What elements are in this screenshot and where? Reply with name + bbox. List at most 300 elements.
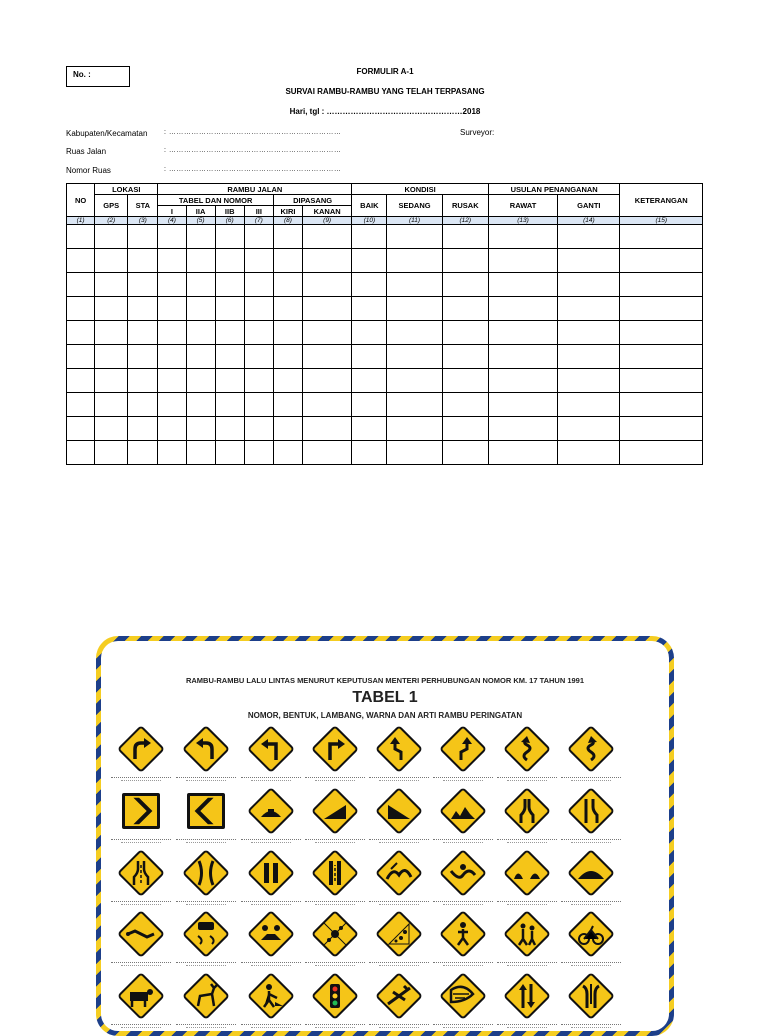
warning-sign-poster: [96, 636, 674, 1036]
table-cell[interactable]: [67, 393, 95, 417]
table-cell[interactable]: [273, 321, 302, 345]
merge-left-icon: [247, 849, 295, 897]
table-cell[interactable]: [558, 297, 620, 321]
table-cell[interactable]: [558, 369, 620, 393]
table-cell[interactable]: [303, 297, 352, 321]
col-kanan: KANAN: [303, 206, 352, 217]
table-cell[interactable]: [215, 441, 244, 465]
sign-cell: [365, 910, 433, 974]
col-iia: IIA: [186, 206, 215, 217]
table-row: [67, 321, 703, 345]
table-cell[interactable]: [273, 441, 302, 465]
sign-caption: [315, 842, 355, 845]
table-cell[interactable]: [128, 369, 158, 393]
col-rambu-jalan: RAMBU JALAN: [158, 184, 352, 195]
table-cell[interactable]: [215, 297, 244, 321]
table-cell[interactable]: [95, 369, 128, 393]
table-cell[interactable]: [244, 249, 273, 273]
table-cell[interactable]: [442, 297, 488, 321]
sign-caption: [443, 965, 483, 968]
table-cell[interactable]: [186, 393, 215, 417]
table-cell[interactable]: [215, 249, 244, 273]
table-cell[interactable]: [303, 225, 352, 249]
table-cell[interactable]: [387, 273, 442, 297]
table-cell[interactable]: [244, 417, 273, 441]
table-cell[interactable]: [352, 249, 387, 273]
sign-caption: [571, 842, 611, 845]
sign-caption: [571, 904, 611, 907]
surveyor-label: Surveyor:: [460, 128, 495, 137]
col-rusak: RUSAK: [442, 195, 488, 217]
sign-cell: [493, 972, 561, 1036]
col-gps: GPS: [95, 195, 128, 217]
sign-cell: [237, 972, 305, 1036]
table-cell[interactable]: [442, 273, 488, 297]
col-lokasi: LOKASI: [95, 184, 158, 195]
steep-descent-icon: [375, 787, 423, 835]
table-row: [67, 273, 703, 297]
sign-cell: [429, 725, 497, 789]
table-cell[interactable]: [95, 249, 128, 273]
column-index: (11): [387, 217, 442, 225]
sign-cell: [172, 910, 240, 974]
table-cell[interactable]: [128, 297, 158, 321]
sign-cell: [172, 849, 240, 913]
table-cell[interactable]: [442, 369, 488, 393]
table-cell[interactable]: [620, 249, 703, 273]
table-row: [67, 417, 703, 441]
sign-cell: [493, 910, 561, 974]
column-index: (9): [303, 217, 352, 225]
sign-cell: [429, 849, 497, 913]
table-cell[interactable]: [558, 441, 620, 465]
table-row: [67, 441, 703, 465]
sign-cell: [172, 787, 240, 851]
merge-right-icon: [311, 849, 359, 897]
table-cell[interactable]: [303, 393, 352, 417]
table-cell[interactable]: [244, 369, 273, 393]
table-cell[interactable]: [442, 441, 488, 465]
sign-caption: [186, 780, 226, 783]
sign-cell: [429, 910, 497, 974]
table-cell[interactable]: [186, 417, 215, 441]
table-row: [67, 249, 703, 273]
table-cell[interactable]: [352, 369, 387, 393]
dip-road-icon: [439, 849, 487, 897]
table-cell[interactable]: [488, 273, 557, 297]
sign-caption: [507, 904, 547, 907]
sign-caption: [571, 965, 611, 968]
sign-cell: [107, 787, 175, 851]
table-cell[interactable]: [387, 417, 442, 441]
table-cell[interactable]: [303, 249, 352, 273]
table-cell[interactable]: [558, 393, 620, 417]
table-row: [67, 297, 703, 321]
table-cell[interactable]: [128, 249, 158, 273]
table-cell[interactable]: [442, 417, 488, 441]
falling-rocks-icon: [247, 910, 295, 958]
table-cell[interactable]: [215, 345, 244, 369]
sign-cell: [172, 972, 240, 1036]
table-cell[interactable]: [620, 393, 703, 417]
pedestrian-crossing-icon: [439, 910, 487, 958]
table-cell[interactable]: [488, 225, 557, 249]
sign-cell: [107, 910, 175, 974]
table-cell[interactable]: [387, 393, 442, 417]
column-index: (1): [67, 217, 95, 225]
table-cell[interactable]: [67, 297, 95, 321]
table-cell[interactable]: [128, 417, 158, 441]
table-cell[interactable]: [273, 225, 302, 249]
info-label-nomor: Nomor Ruas: [66, 166, 111, 175]
table-cell[interactable]: [244, 297, 273, 321]
table-cell[interactable]: [620, 417, 703, 441]
table-cell[interactable]: [95, 321, 128, 345]
table-cell[interactable]: [128, 273, 158, 297]
column-index: (2): [95, 217, 128, 225]
table-cell[interactable]: [352, 393, 387, 417]
table-cell[interactable]: [128, 321, 158, 345]
sign-caption: [379, 904, 419, 907]
table-cell[interactable]: [67, 441, 95, 465]
table-cell[interactable]: [128, 225, 158, 249]
table-cell[interactable]: [158, 225, 186, 249]
table-cell[interactable]: [215, 393, 244, 417]
table-cell[interactable]: [186, 225, 215, 249]
table-cell[interactable]: [244, 225, 273, 249]
table-cell[interactable]: [387, 321, 442, 345]
table-cell[interactable]: [67, 249, 95, 273]
table-cell[interactable]: [387, 297, 442, 321]
col-ganti: GANTI: [558, 195, 620, 217]
slippery-road-icon: [182, 910, 230, 958]
sign-cell: [365, 972, 433, 1036]
table-cell[interactable]: [303, 369, 352, 393]
table-cell[interactable]: [215, 369, 244, 393]
table-cell[interactable]: [186, 321, 215, 345]
left-curve-icon: [182, 725, 230, 773]
table-cell[interactable]: [244, 441, 273, 465]
cyclists-icon: [567, 910, 615, 958]
table-cell[interactable]: [273, 273, 302, 297]
sign-caption: [379, 965, 419, 968]
table-cell[interactable]: [620, 345, 703, 369]
gravel-icon: [311, 910, 359, 958]
deer-icon: [182, 972, 230, 1020]
info-field-ruas[interactable]: : ……………………………………………………………: [164, 147, 342, 154]
table-cell[interactable]: [67, 417, 95, 441]
sign-cell: [172, 725, 240, 789]
table-cell[interactable]: [303, 345, 352, 369]
table-cell[interactable]: [158, 297, 186, 321]
double-bend-left-icon: [375, 725, 423, 773]
table-cell[interactable]: [128, 441, 158, 465]
col-rawat: RAWAT: [488, 195, 557, 217]
sign-caption: [571, 1027, 611, 1030]
table-row: [67, 345, 703, 369]
table-cell[interactable]: [352, 297, 387, 321]
table-cell[interactable]: [158, 369, 186, 393]
table-cell[interactable]: [352, 345, 387, 369]
table-cell[interactable]: [303, 417, 352, 441]
sign-caption: [315, 965, 355, 968]
table-cell[interactable]: [620, 321, 703, 345]
table-cell[interactable]: [244, 345, 273, 369]
table-cell[interactable]: [442, 345, 488, 369]
winding-road-left-icon: [503, 725, 551, 773]
table-cell[interactable]: [620, 441, 703, 465]
traffic-signals-icon: [311, 972, 359, 1020]
table-cell[interactable]: [352, 273, 387, 297]
sign-cell: [301, 849, 369, 913]
table-row: [67, 225, 703, 249]
table-cell[interactable]: [352, 417, 387, 441]
table-cell[interactable]: [303, 273, 352, 297]
table-cell[interactable]: [352, 441, 387, 465]
table-cell[interactable]: [67, 273, 95, 297]
narrow-bridge-icon: [182, 849, 230, 897]
sign-cell: [493, 849, 561, 913]
column-index: (5): [186, 217, 215, 225]
table-cell[interactable]: [244, 321, 273, 345]
table-cell[interactable]: [442, 225, 488, 249]
table-cell[interactable]: [215, 273, 244, 297]
column-index: (8): [273, 217, 302, 225]
sign-cell: [237, 725, 305, 789]
sign-cell: [301, 787, 369, 851]
table-cell[interactable]: [387, 369, 442, 393]
table-cell[interactable]: [558, 321, 620, 345]
sign-caption: [121, 904, 161, 907]
table-cell[interactable]: [488, 369, 557, 393]
rough-road-icon: [439, 787, 487, 835]
sign-caption: [186, 904, 226, 907]
table-cell[interactable]: [67, 225, 95, 249]
table-cell[interactable]: [273, 393, 302, 417]
table-cell[interactable]: [442, 249, 488, 273]
table-cell[interactable]: [158, 273, 186, 297]
table-cell[interactable]: [273, 297, 302, 321]
table-cell[interactable]: [95, 273, 128, 297]
sign-cell: [557, 910, 625, 974]
sign-caption: [121, 1027, 161, 1030]
sign-caption: [121, 842, 161, 845]
sign-cell: [301, 910, 369, 974]
info-label-kabupaten: Kabupaten/Kecamatan: [66, 129, 148, 138]
column-index: (15): [620, 217, 703, 225]
table-cell[interactable]: [186, 297, 215, 321]
table-cell[interactable]: [244, 273, 273, 297]
sign-caption: [443, 780, 483, 783]
col-baik: BAIK: [352, 195, 387, 217]
sign-caption: [251, 1027, 291, 1030]
table-cell[interactable]: [215, 417, 244, 441]
speed-hump-icon: [503, 849, 551, 897]
table-cell[interactable]: [387, 441, 442, 465]
form-code: FORMULIR A-1: [356, 67, 414, 76]
table-cell[interactable]: [387, 225, 442, 249]
table-cell[interactable]: [95, 225, 128, 249]
survey-table: [66, 183, 703, 465]
sign-cell: [237, 910, 305, 974]
steep-ascent-icon: [311, 787, 359, 835]
info-field-nomor[interactable]: : ……………………………………………………………: [164, 166, 342, 173]
table-cell[interactable]: [128, 393, 158, 417]
table-cell[interactable]: [67, 369, 95, 393]
table-row: [67, 369, 703, 393]
sign-caption: [315, 904, 355, 907]
table-cell[interactable]: [387, 345, 442, 369]
table-cell[interactable]: [273, 249, 302, 273]
two-way-traffic-icon: [503, 972, 551, 1020]
info-field-kabupaten[interactable]: : ……………………………………………………………: [164, 129, 342, 136]
crosswind-icon: [439, 972, 487, 1020]
table-cell[interactable]: [488, 321, 557, 345]
sign-caption: [507, 965, 547, 968]
column-index: (7): [244, 217, 273, 225]
table-cell[interactable]: [620, 369, 703, 393]
table-cell[interactable]: [558, 273, 620, 297]
sign-caption: [507, 1027, 547, 1030]
table-cell[interactable]: [303, 321, 352, 345]
col-iii: III: [244, 206, 273, 217]
table-cell[interactable]: [215, 225, 244, 249]
sign-cell: [429, 972, 497, 1036]
table-cell[interactable]: [215, 321, 244, 345]
table-cell[interactable]: [67, 345, 95, 369]
double-bend-right-icon: [439, 725, 487, 773]
table-cell[interactable]: [558, 345, 620, 369]
table-cell[interactable]: [488, 417, 557, 441]
sign-cell: [237, 849, 305, 913]
table-cell[interactable]: [620, 297, 703, 321]
table-cell[interactable]: [488, 393, 557, 417]
column-index: (3): [128, 217, 158, 225]
table-cell[interactable]: [158, 321, 186, 345]
col-dipasang: DIPASANG: [273, 195, 351, 206]
poster-title: TABEL 1: [352, 689, 418, 706]
table-cell[interactable]: [186, 441, 215, 465]
sign-cell: [493, 725, 561, 789]
column-index: (4): [158, 217, 186, 225]
right-curve-icon: [117, 725, 165, 773]
uneven-road-icon: [117, 910, 165, 958]
table-cell[interactable]: [352, 321, 387, 345]
table-cell[interactable]: [158, 345, 186, 369]
table-cell[interactable]: [95, 393, 128, 417]
column-index: (10): [352, 217, 387, 225]
table-cell[interactable]: [273, 345, 302, 369]
column-index: (14): [558, 217, 620, 225]
sign-cell: [107, 849, 175, 913]
table-cell[interactable]: [95, 441, 128, 465]
table-cell[interactable]: [273, 369, 302, 393]
table-cell[interactable]: [352, 225, 387, 249]
sign-cell: [365, 849, 433, 913]
loose-chippings-icon: [375, 910, 423, 958]
table-cell[interactable]: [558, 417, 620, 441]
table-cell[interactable]: [244, 393, 273, 417]
col-i: I: [158, 206, 186, 217]
sign-caption: [379, 1027, 419, 1030]
info-label-ruas: Ruas Jalan: [66, 147, 107, 156]
sign-cell: [493, 787, 561, 851]
sign-cell: [557, 849, 625, 913]
sign-caption: [571, 780, 611, 783]
sign-caption: [315, 1027, 355, 1030]
sign-cell: [557, 972, 625, 1036]
sign-cell: [107, 725, 175, 789]
table-cell[interactable]: [387, 249, 442, 273]
table-cell[interactable]: [303, 441, 352, 465]
table-cell[interactable]: [67, 321, 95, 345]
table-cell[interactable]: [128, 345, 158, 369]
table-cell[interactable]: [95, 297, 128, 321]
col-iib: IIB: [215, 206, 244, 217]
hump-icon: [567, 849, 615, 897]
table-cell[interactable]: [442, 321, 488, 345]
sign-caption: [186, 842, 226, 845]
table-cell[interactable]: [186, 249, 215, 273]
chevron-right-icon: [117, 787, 165, 835]
table-cell[interactable]: [488, 297, 557, 321]
table-cell[interactable]: [273, 417, 302, 441]
table-row: [67, 393, 703, 417]
cattle-icon: [117, 972, 165, 1020]
sign-cell: [365, 787, 433, 851]
column-index: (12): [442, 217, 488, 225]
right-turn-icon: [311, 725, 359, 773]
table-cell[interactable]: [95, 345, 128, 369]
sign-caption: [507, 842, 547, 845]
table-cell[interactable]: [158, 417, 186, 441]
table-cell[interactable]: [558, 249, 620, 273]
sign-cell: [557, 725, 625, 789]
table-cell[interactable]: [186, 345, 215, 369]
roadworks-icon: [247, 972, 295, 1020]
table-cell[interactable]: [158, 249, 186, 273]
sign-caption: [251, 842, 291, 845]
table-cell[interactable]: [488, 345, 557, 369]
sign-caption: [507, 780, 547, 783]
col-kondisi: KONDISI: [352, 184, 489, 195]
table-cell[interactable]: [620, 225, 703, 249]
table-cell[interactable]: [488, 249, 557, 273]
table-cell[interactable]: [620, 273, 703, 297]
column-index-row: [67, 217, 703, 225]
table-cell[interactable]: [186, 273, 215, 297]
sign-caption: [251, 965, 291, 968]
sign-cell: [429, 787, 497, 851]
sign-caption: [315, 780, 355, 783]
left-turn-icon: [247, 725, 295, 773]
sign-caption: [379, 842, 419, 845]
table-cell[interactable]: [558, 225, 620, 249]
sign-caption: [186, 1027, 226, 1030]
table-cell[interactable]: [158, 441, 186, 465]
sign-caption: [251, 780, 291, 783]
col-sta: STA: [128, 195, 158, 217]
table-cell[interactable]: [95, 417, 128, 441]
chevron-left-icon: [182, 787, 230, 835]
form-number-box: No. :: [66, 66, 130, 87]
table-cell[interactable]: [442, 393, 488, 417]
sign-caption: [121, 965, 161, 968]
table-cell[interactable]: [186, 369, 215, 393]
table-cell[interactable]: [158, 393, 186, 417]
table-cell[interactable]: [488, 441, 557, 465]
sign-cell: [301, 972, 369, 1036]
